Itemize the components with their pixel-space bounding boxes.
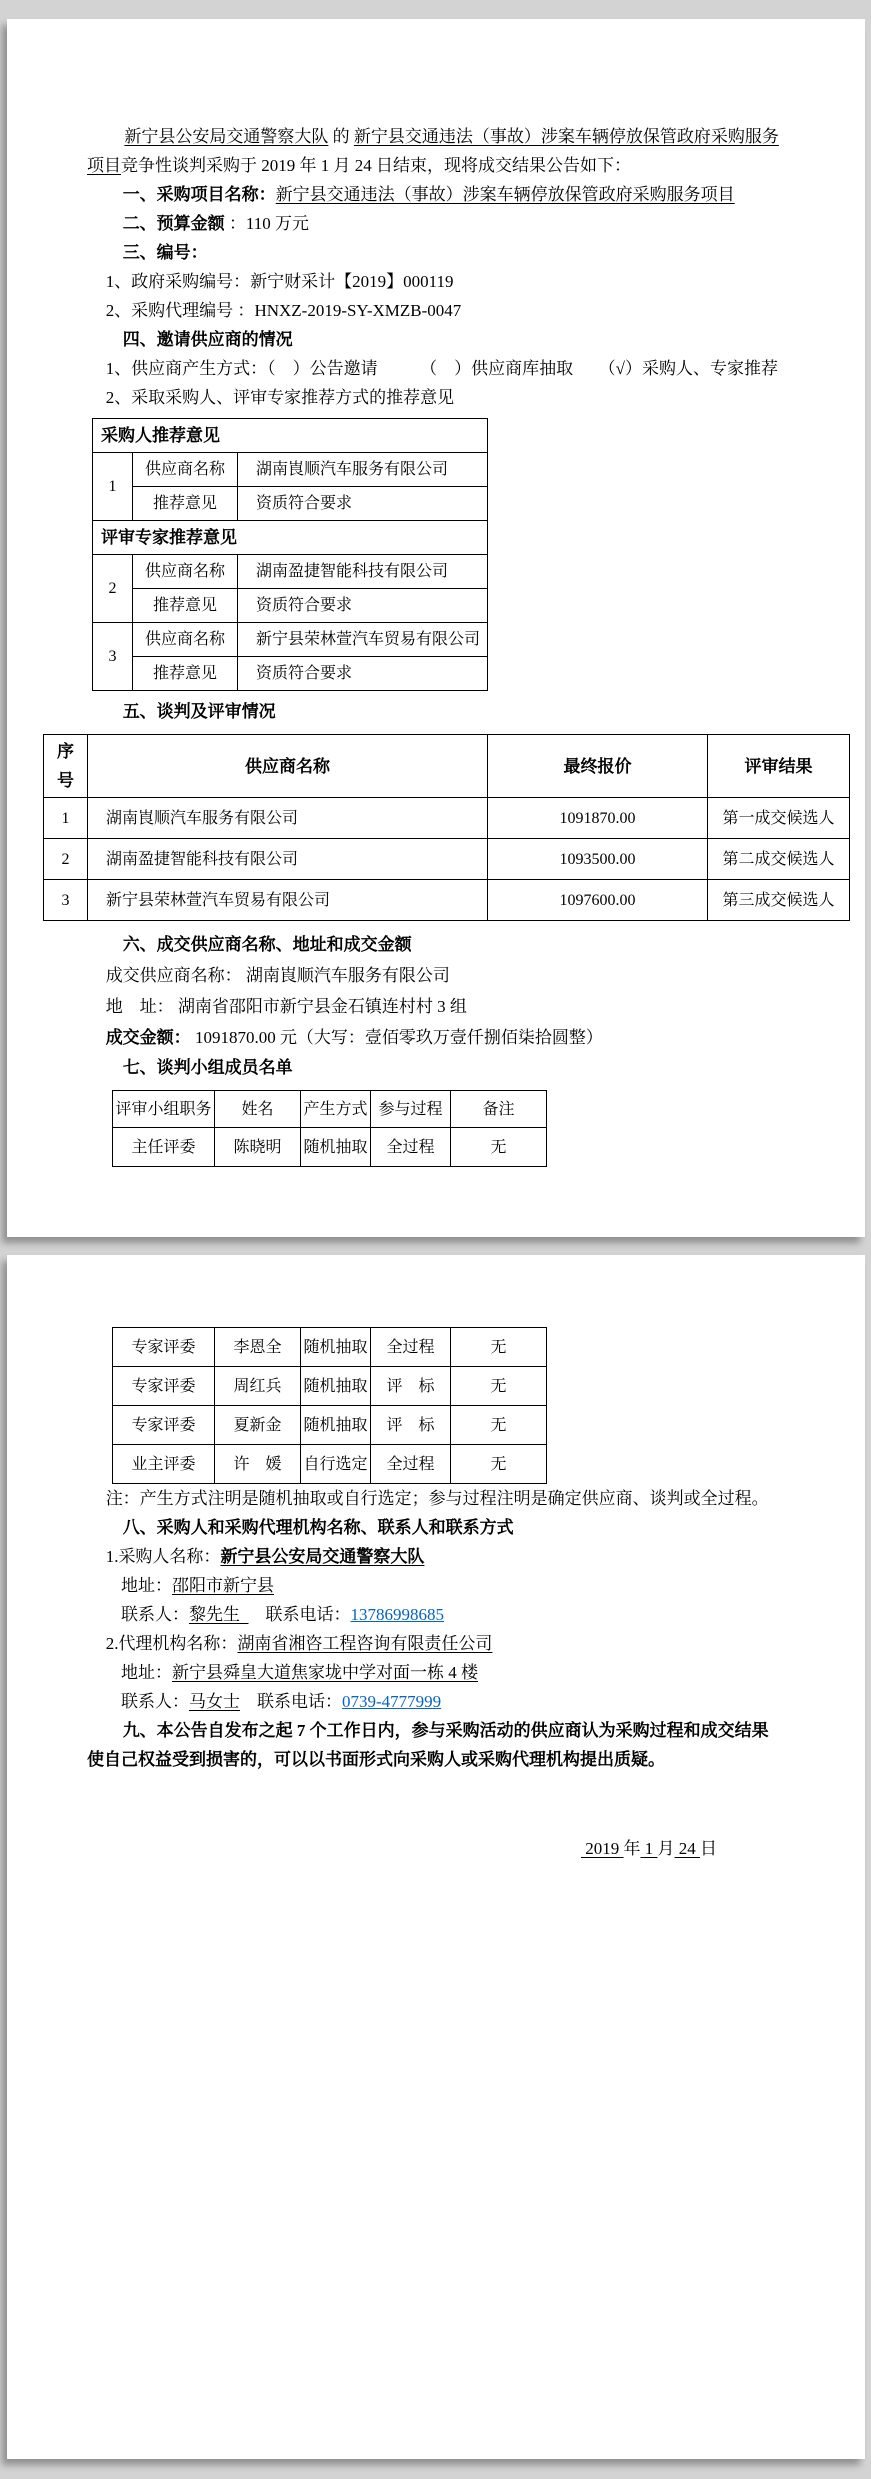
bid-row-no: 3 (44, 880, 88, 921)
award-section (87, 929, 785, 1053)
buyer-address-line (87, 1571, 785, 1600)
section-7-heading: 七、谈判小组成员名单 (122, 1058, 293, 1077)
agency-number-label: 2、采购代理编号 ： (105, 301, 255, 320)
bid-final-price: 1097600.00 (488, 880, 708, 921)
opinion-value: 资质符合要求 (238, 589, 488, 623)
agent-address-label: 地址： (121, 1663, 172, 1682)
buyer-contact-line (87, 1600, 785, 1629)
panel-role: 专家评委 (113, 1367, 215, 1406)
award-amount-line (87, 1022, 785, 1053)
panel-role: 业主评委 (113, 1445, 215, 1484)
buyer-address-value: 邵阳市新宁县 (172, 1576, 274, 1595)
buyer-contact-value: 黎先生 (189, 1605, 249, 1624)
agent-name-line (87, 1629, 785, 1658)
date-year-unit: 年 (623, 1839, 641, 1858)
section-2-line (87, 209, 785, 238)
supplier-name-value: 湖南崀顺汽车服务有限公司 (238, 453, 488, 487)
buyer-phone-link[interactable]: 13786998685 (350, 1605, 444, 1624)
panel-method: 随机抽取 (301, 1328, 371, 1367)
section-2-heading: 二、预算金额 (122, 214, 225, 233)
winner-name-value: 湖南崀顺汽车服务有限公司 (241, 966, 450, 985)
supplier-name-label: 供应商名称 (133, 623, 238, 657)
panel-name: 陈晓明 (215, 1128, 301, 1167)
col-header-process: 参与过程 (371, 1091, 451, 1128)
table-header-row (113, 1091, 547, 1128)
panel-note: 注：产生方式注明是随机抽取或自行选定；参与过程注明是确定供应商、谈判或全过程。 (105, 1489, 769, 1508)
bid-row-no: 1 (44, 798, 88, 839)
table-row (113, 1445, 547, 1484)
table-row (93, 589, 488, 623)
panel-process: 全过程 (371, 1328, 451, 1367)
supplier-name-label: 供应商名称 (133, 453, 238, 487)
intro-conjunction: 的 (328, 127, 354, 146)
agent-address-value: 新宁县舜皇大道焦家垅中学对面一栋 4 楼 (172, 1663, 478, 1682)
winner-address-label: 地 址： (105, 997, 174, 1016)
section-5-line (87, 697, 785, 726)
buyer-name-line (87, 1542, 785, 1571)
table-row (93, 487, 488, 521)
award-amount-label: 成交金额： (105, 1028, 191, 1047)
table-row (113, 1128, 547, 1167)
date-month-unit: 月 (657, 1839, 675, 1858)
section-7-line (87, 1053, 785, 1082)
buyer-name-label: 1.采购人名称： (105, 1547, 221, 1566)
section-3-heading: 三、编号： (122, 243, 208, 262)
project-name-value: 新宁县交通违法（事故）涉案车辆停放保管政府采购服务项目 (275, 185, 735, 204)
section-8-heading: 八、采购人和采购代理机构名称、联系人和联系方式 (122, 1518, 514, 1537)
gov-procurement-number-line (87, 267, 785, 296)
section-4-heading: 四、邀请供应商的情况 (122, 330, 293, 349)
section-6-line (87, 929, 785, 960)
panel-process: 评 标 (371, 1406, 451, 1445)
agent-contact-line (87, 1687, 785, 1716)
table-header-row (44, 735, 850, 798)
table-row (113, 1406, 547, 1445)
agent-name-label: 2.代理机构名称： (105, 1634, 238, 1653)
winner-name-label: 成交供应商名称： (105, 966, 242, 985)
gov-procurement-number-label: 1、政府采购编号： (105, 272, 251, 291)
intro-project-name: 新宁县交通违法（事故）涉案车辆停放保管政府采购服务项目 (87, 127, 779, 175)
panel-method: 随机抽取 (301, 1367, 371, 1406)
award-amount-value: 1091870.00 元（大写：壹佰零玖万壹仟捌佰柒拾圆整） (190, 1028, 603, 1047)
bid-final-price: 1091870.00 (488, 798, 708, 839)
col-header-result: 评审结果 (708, 735, 850, 798)
page-1 (7, 19, 865, 1237)
date-month: 1 (640, 1839, 658, 1858)
col-header-method: 产生方式 (301, 1091, 371, 1128)
agent-phone-link[interactable]: 0739-4777999 (342, 1692, 442, 1711)
panel-remark: 无 (451, 1445, 547, 1484)
panel-role: 专家评委 (113, 1328, 215, 1367)
panel-role: 专家评委 (113, 1406, 215, 1445)
date-year: 2019 (581, 1839, 624, 1858)
panel-remark: 无 (451, 1367, 547, 1406)
bid-row-no: 2 (44, 839, 88, 880)
section-1-heading: 一、采购项目名称： (122, 185, 276, 204)
rec-group-number: 2 (93, 555, 133, 623)
bid-result: 第二成交候选人 (708, 839, 850, 880)
col-header-role: 评审小组职务 (113, 1091, 215, 1128)
page-2 (7, 1255, 865, 2459)
page-2-content (7, 1255, 865, 1863)
agent-phone-label: 联系电话： (240, 1692, 342, 1711)
expert-recommendation-header: 评审专家推荐意见 (93, 521, 488, 555)
col-header-no: 序号 (44, 735, 88, 798)
panel-method: 随机抽取 (301, 1128, 371, 1167)
agent-name-value: 湖南省湘咨工程咨询有限责任公司 (237, 1634, 493, 1653)
bid-supplier-name: 湖南盈捷智能科技有限公司 (88, 839, 488, 880)
opinion-value: 资质符合要求 (238, 657, 488, 691)
col-header-name: 姓名 (215, 1091, 301, 1128)
supplier-name-value: 湖南盈捷智能科技有限公司 (238, 555, 488, 589)
bid-supplier-name: 新宁县荣林萱汽车贸易有限公司 (88, 880, 488, 921)
date-day: 24 (674, 1839, 700, 1858)
table-row (93, 623, 488, 657)
panel-remark: 无 (451, 1328, 547, 1367)
buyer-recommendation-header: 采购人推荐意见 (93, 419, 488, 453)
panel-method: 随机抽取 (301, 1406, 371, 1445)
table-row (44, 839, 850, 880)
panel-name: 许 媛 (215, 1445, 301, 1484)
table-row (93, 521, 488, 555)
page-1-content (7, 19, 865, 1167)
opinion-label: 推荐意见 (133, 657, 238, 691)
intro-paragraph (87, 122, 785, 180)
agency-number-line (87, 296, 785, 325)
table-row (44, 798, 850, 839)
buyer-contact-label: 联系人： (121, 1605, 189, 1624)
agent-address-line (87, 1658, 785, 1687)
agent-contact-label: 联系人： (121, 1692, 189, 1711)
panel-remark: 无 (451, 1406, 547, 1445)
bid-evaluation-table (43, 734, 850, 921)
budget-value: ：110 万元 (224, 214, 310, 233)
panel-member-table (112, 1090, 547, 1167)
gov-procurement-number-value: 新宁财采计【2019】000119 (250, 272, 454, 291)
section-1-line (87, 180, 785, 209)
table-row (93, 453, 488, 487)
panel-role: 主任评委 (113, 1128, 215, 1167)
section-8-line (87, 1513, 785, 1542)
bid-final-price: 1093500.00 (488, 839, 708, 880)
winner-address-value: 湖南省邵阳市新宁县金石镇连村村 3 组 (173, 997, 467, 1016)
supplier-name-value: 新宁县荣林萱汽车贸易有限公司 (238, 623, 488, 657)
table-row (113, 1328, 547, 1367)
panel-method: 自行选定 (301, 1445, 371, 1484)
bid-result: 第一成交候选人 (708, 798, 850, 839)
bid-result: 第三成交候选人 (708, 880, 850, 921)
supplier-source-line: 1、供应商产生方式：（ ）公告邀请 （ ）供应商库抽取 （√）采购人、专家推荐 (105, 359, 779, 378)
intro-buyer-name: 新宁县公安局交通警察大队 (124, 127, 329, 146)
buyer-name-value: 新宁县公安局交通警察大队 (220, 1547, 425, 1566)
winner-address-line (87, 991, 785, 1022)
recommendation-method-line: 2、采取采购人、评审专家推荐方式的推荐意见 (105, 388, 455, 407)
buyer-phone-label: 联系电话： (248, 1605, 351, 1624)
bid-supplier-name: 湖南崀顺汽车服务有限公司 (88, 798, 488, 839)
intro-tail: 竞争性谈判采购于 2019 年 1 月 24 日结束，现将成交结果公告如下： (121, 156, 631, 175)
section-4-line (87, 325, 785, 354)
panel-name: 周红兵 (215, 1367, 301, 1406)
winner-name-line (87, 960, 785, 991)
opinion-label: 推荐意见 (133, 589, 238, 623)
table-row (93, 555, 488, 589)
panel-member-table-continued (112, 1327, 547, 1484)
agent-contact-value: 马女士 (189, 1692, 240, 1711)
panel-name: 夏新金 (215, 1406, 301, 1445)
panel-remark: 无 (451, 1128, 547, 1167)
col-header-price: 最终报价 (488, 735, 708, 798)
col-header-supplier: 供应商名称 (88, 735, 488, 798)
panel-name: 李恩全 (215, 1328, 301, 1367)
section-3-line (87, 238, 785, 267)
supplier-name-label: 供应商名称 (133, 555, 238, 589)
rec-group-number: 3 (93, 623, 133, 691)
announcement-date (87, 1834, 717, 1863)
section-6-heading: 六、成交供应商名称、地址和成交金额 (122, 935, 412, 954)
col-header-remark: 备注 (451, 1091, 547, 1128)
opinion-label: 推荐意见 (133, 487, 238, 521)
panel-process: 评 标 (371, 1367, 451, 1406)
buyer-address-label: 地址： (121, 1576, 172, 1595)
section-9-paragraph: 九、本公告自发布之起 7 个工作日内，参与采购活动的供应商认为采购过程和成交结果使自己权益受到损害的，可以以书面形式向采购人或采购代理机构提出质疑。 (87, 1721, 769, 1769)
document-canvas (0, 19, 871, 2479)
table-row (93, 419, 488, 453)
table-row (93, 657, 488, 691)
panel-process: 全过程 (371, 1128, 451, 1167)
date-day-unit: 日 (700, 1839, 717, 1858)
opinion-value: 资质符合要求 (238, 487, 488, 521)
table-row (113, 1367, 547, 1406)
rec-group-number: 1 (93, 453, 133, 521)
section-5-heading: 五、谈判及评审情况 (122, 702, 276, 721)
recommendation-table (92, 418, 488, 691)
panel-process: 全过程 (371, 1445, 451, 1484)
agency-number-value: HNXZ-2019-SY-XMZB-0047 (254, 301, 462, 320)
table-row (44, 880, 850, 921)
